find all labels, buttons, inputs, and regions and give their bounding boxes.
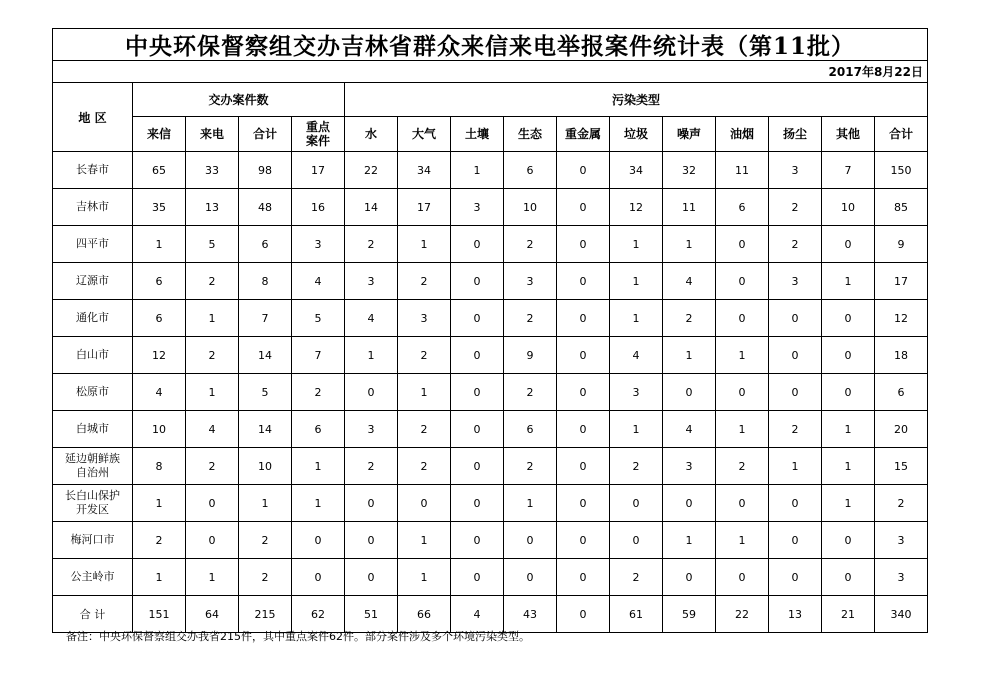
column-header: 水 bbox=[345, 117, 398, 152]
value-cell: 0 bbox=[716, 226, 769, 263]
value-cell: 2 bbox=[610, 448, 663, 485]
value-cell: 0 bbox=[557, 411, 610, 448]
value-cell: 6 bbox=[716, 189, 769, 226]
value-cell: 0 bbox=[822, 300, 875, 337]
value-cell: 3 bbox=[345, 263, 398, 300]
value-cell: 3 bbox=[769, 152, 822, 189]
value-cell: 7 bbox=[239, 300, 292, 337]
value-cell: 12 bbox=[610, 189, 663, 226]
value-cell: 150 bbox=[875, 152, 928, 189]
value-cell: 65 bbox=[133, 152, 186, 189]
value-cell: 1 bbox=[398, 374, 451, 411]
value-cell: 14 bbox=[239, 337, 292, 374]
value-cell: 5 bbox=[292, 300, 345, 337]
report-date: 2017年8月22日 bbox=[52, 60, 928, 82]
region-cell: 白城市 bbox=[53, 411, 133, 448]
value-cell: 5 bbox=[186, 226, 239, 263]
value-cell: 2 bbox=[239, 559, 292, 596]
value-cell: 0 bbox=[345, 374, 398, 411]
value-cell: 0 bbox=[557, 522, 610, 559]
value-cell: 17 bbox=[292, 152, 345, 189]
value-cell: 0 bbox=[557, 300, 610, 337]
column-header: 扬尘 bbox=[769, 117, 822, 152]
region-cell: 长春市 bbox=[53, 152, 133, 189]
region-cell: 通化市 bbox=[53, 300, 133, 337]
value-cell: 0 bbox=[557, 337, 610, 374]
region-cell: 松原市 bbox=[53, 374, 133, 411]
value-cell: 2 bbox=[769, 411, 822, 448]
value-cell: 3 bbox=[663, 448, 716, 485]
column-header: 来信 bbox=[133, 117, 186, 152]
total-value-cell: 22 bbox=[716, 596, 769, 633]
value-cell: 2 bbox=[186, 448, 239, 485]
table-row bbox=[53, 189, 928, 226]
value-cell: 0 bbox=[557, 226, 610, 263]
value-cell: 11 bbox=[716, 152, 769, 189]
value-cell: 2 bbox=[504, 374, 557, 411]
column-header: 合计 bbox=[239, 117, 292, 152]
value-cell: 8 bbox=[239, 263, 292, 300]
value-cell: 1 bbox=[716, 411, 769, 448]
value-cell: 0 bbox=[186, 522, 239, 559]
value-cell: 0 bbox=[504, 559, 557, 596]
value-cell: 0 bbox=[822, 337, 875, 374]
value-cell: 2 bbox=[186, 337, 239, 374]
column-header: 油烟 bbox=[716, 117, 769, 152]
value-cell: 7 bbox=[292, 337, 345, 374]
total-value-cell: 64 bbox=[186, 596, 239, 633]
value-cell: 1 bbox=[822, 411, 875, 448]
column-header: 合计 bbox=[875, 117, 928, 152]
value-cell: 0 bbox=[345, 522, 398, 559]
value-cell: 3 bbox=[769, 263, 822, 300]
column-header: 其他 bbox=[822, 117, 875, 152]
region-header: 地 区 bbox=[53, 83, 133, 152]
value-cell: 14 bbox=[345, 189, 398, 226]
value-cell: 0 bbox=[663, 374, 716, 411]
total-value-cell: 51 bbox=[345, 596, 398, 633]
value-cell: 0 bbox=[663, 559, 716, 596]
value-cell: 16 bbox=[292, 189, 345, 226]
column-header: 重金属 bbox=[557, 117, 610, 152]
value-cell: 0 bbox=[822, 226, 875, 263]
table-row bbox=[53, 300, 928, 337]
region-cell: 长白山保护 开发区 bbox=[53, 485, 133, 522]
statistics-table bbox=[52, 82, 928, 633]
value-cell: 2 bbox=[663, 300, 716, 337]
value-cell: 3 bbox=[875, 522, 928, 559]
value-cell: 3 bbox=[398, 300, 451, 337]
value-cell: 0 bbox=[610, 522, 663, 559]
value-cell: 1 bbox=[451, 152, 504, 189]
value-cell: 0 bbox=[557, 485, 610, 522]
value-cell: 2 bbox=[133, 522, 186, 559]
value-cell: 0 bbox=[557, 374, 610, 411]
value-cell: 1 bbox=[716, 337, 769, 374]
report-title: 中央环保督察组交办吉林省群众来信来电举报案件统计表（第11批） bbox=[52, 28, 928, 60]
value-cell: 2 bbox=[398, 448, 451, 485]
value-cell: 5 bbox=[239, 374, 292, 411]
table-row bbox=[53, 485, 928, 522]
value-cell: 1 bbox=[822, 448, 875, 485]
column-header: 垃圾 bbox=[610, 117, 663, 152]
value-cell: 0 bbox=[292, 522, 345, 559]
value-cell: 12 bbox=[133, 337, 186, 374]
total-value-cell: 4 bbox=[451, 596, 504, 633]
value-cell: 0 bbox=[557, 559, 610, 596]
pollution-group-header: 污染类型 bbox=[345, 83, 928, 117]
value-cell: 4 bbox=[133, 374, 186, 411]
total-label: 合 计 bbox=[53, 596, 133, 633]
value-cell: 2 bbox=[769, 189, 822, 226]
value-cell: 1 bbox=[716, 522, 769, 559]
value-cell: 1 bbox=[398, 559, 451, 596]
total-value-cell: 340 bbox=[875, 596, 928, 633]
value-cell: 1 bbox=[186, 300, 239, 337]
report-sheet bbox=[52, 28, 928, 633]
value-cell: 6 bbox=[875, 374, 928, 411]
value-cell: 34 bbox=[610, 152, 663, 189]
total-value-cell: 66 bbox=[398, 596, 451, 633]
value-cell: 1 bbox=[610, 226, 663, 263]
value-cell: 14 bbox=[239, 411, 292, 448]
value-cell: 0 bbox=[345, 559, 398, 596]
total-value-cell: 61 bbox=[610, 596, 663, 633]
region-cell: 梅河口市 bbox=[53, 522, 133, 559]
value-cell: 1 bbox=[133, 226, 186, 263]
value-cell: 2 bbox=[398, 411, 451, 448]
value-cell: 6 bbox=[504, 152, 557, 189]
value-cell: 2 bbox=[716, 448, 769, 485]
table-row bbox=[53, 263, 928, 300]
value-cell: 8 bbox=[133, 448, 186, 485]
table-row bbox=[53, 522, 928, 559]
value-cell: 0 bbox=[716, 300, 769, 337]
value-cell: 2 bbox=[875, 485, 928, 522]
value-cell: 0 bbox=[716, 485, 769, 522]
value-cell: 0 bbox=[345, 485, 398, 522]
column-header: 生态 bbox=[504, 117, 557, 152]
value-cell: 1 bbox=[610, 411, 663, 448]
column-header: 重点 案件 bbox=[292, 117, 345, 152]
value-cell: 98 bbox=[239, 152, 292, 189]
value-cell: 10 bbox=[504, 189, 557, 226]
value-cell: 2 bbox=[504, 300, 557, 337]
value-cell: 2 bbox=[292, 374, 345, 411]
total-value-cell: 59 bbox=[663, 596, 716, 633]
value-cell: 10 bbox=[239, 448, 292, 485]
total-value-cell: 151 bbox=[133, 596, 186, 633]
value-cell: 0 bbox=[557, 152, 610, 189]
value-cell: 11 bbox=[663, 189, 716, 226]
value-cell: 0 bbox=[292, 559, 345, 596]
value-cell: 6 bbox=[292, 411, 345, 448]
value-cell: 0 bbox=[451, 226, 504, 263]
value-cell: 17 bbox=[875, 263, 928, 300]
value-cell: 17 bbox=[398, 189, 451, 226]
value-cell: 0 bbox=[451, 522, 504, 559]
total-value-cell: 62 bbox=[292, 596, 345, 633]
total-value-cell: 43 bbox=[504, 596, 557, 633]
value-cell: 0 bbox=[451, 559, 504, 596]
value-cell: 1 bbox=[186, 374, 239, 411]
table-row bbox=[53, 448, 928, 485]
value-cell: 13 bbox=[186, 189, 239, 226]
value-cell: 10 bbox=[133, 411, 186, 448]
value-cell: 0 bbox=[769, 337, 822, 374]
total-value-cell: 21 bbox=[822, 596, 875, 633]
region-cell: 四平市 bbox=[53, 226, 133, 263]
value-cell: 6 bbox=[504, 411, 557, 448]
value-cell: 0 bbox=[822, 522, 875, 559]
value-cell: 20 bbox=[875, 411, 928, 448]
value-cell: 0 bbox=[716, 263, 769, 300]
value-cell: 1 bbox=[133, 559, 186, 596]
value-cell: 33 bbox=[186, 152, 239, 189]
value-cell: 0 bbox=[822, 559, 875, 596]
total-value-cell: 13 bbox=[769, 596, 822, 633]
value-cell: 9 bbox=[504, 337, 557, 374]
value-cell: 2 bbox=[769, 226, 822, 263]
value-cell: 3 bbox=[875, 559, 928, 596]
column-header: 来电 bbox=[186, 117, 239, 152]
value-cell: 3 bbox=[345, 411, 398, 448]
value-cell: 6 bbox=[133, 300, 186, 337]
value-cell: 0 bbox=[557, 189, 610, 226]
total-row bbox=[53, 596, 928, 633]
value-cell: 15 bbox=[875, 448, 928, 485]
value-cell: 1 bbox=[292, 448, 345, 485]
column-header: 土壤 bbox=[451, 117, 504, 152]
value-cell: 0 bbox=[716, 559, 769, 596]
region-cell: 公主岭市 bbox=[53, 559, 133, 596]
region-cell: 延边朝鲜族 自治州 bbox=[53, 448, 133, 485]
value-cell: 85 bbox=[875, 189, 928, 226]
value-cell: 2 bbox=[504, 448, 557, 485]
value-cell: 0 bbox=[663, 485, 716, 522]
value-cell: 6 bbox=[239, 226, 292, 263]
value-cell: 1 bbox=[663, 522, 716, 559]
value-cell: 32 bbox=[663, 152, 716, 189]
value-cell: 0 bbox=[398, 485, 451, 522]
value-cell: 1 bbox=[769, 448, 822, 485]
value-cell: 1 bbox=[398, 522, 451, 559]
value-cell: 1 bbox=[398, 226, 451, 263]
region-cell: 吉林市 bbox=[53, 189, 133, 226]
value-cell: 0 bbox=[557, 263, 610, 300]
value-cell: 0 bbox=[504, 522, 557, 559]
value-cell: 2 bbox=[398, 337, 451, 374]
value-cell: 4 bbox=[663, 411, 716, 448]
value-cell: 1 bbox=[610, 300, 663, 337]
value-cell: 1 bbox=[663, 226, 716, 263]
value-cell: 0 bbox=[451, 485, 504, 522]
value-cell: 1 bbox=[239, 485, 292, 522]
value-cell: 34 bbox=[398, 152, 451, 189]
column-header-row bbox=[53, 117, 928, 152]
value-cell: 2 bbox=[610, 559, 663, 596]
footnote: 备注：中央环保督察组交办我省215件，其中重点案件62件。部分案件涉及多个环境污染类型。 bbox=[66, 630, 530, 643]
value-cell: 0 bbox=[769, 559, 822, 596]
total-value-cell: 0 bbox=[557, 596, 610, 633]
value-cell: 0 bbox=[769, 522, 822, 559]
value-cell: 2 bbox=[398, 263, 451, 300]
value-cell: 10 bbox=[822, 189, 875, 226]
value-cell: 6 bbox=[133, 263, 186, 300]
region-cell: 辽源市 bbox=[53, 263, 133, 300]
value-cell: 1 bbox=[822, 263, 875, 300]
value-cell: 1 bbox=[822, 485, 875, 522]
column-header: 噪声 bbox=[663, 117, 716, 152]
value-cell: 0 bbox=[557, 448, 610, 485]
value-cell: 35 bbox=[133, 189, 186, 226]
value-cell: 4 bbox=[186, 411, 239, 448]
value-cell: 2 bbox=[504, 226, 557, 263]
value-cell: 1 bbox=[292, 485, 345, 522]
value-cell: 4 bbox=[610, 337, 663, 374]
value-cell: 1 bbox=[504, 485, 557, 522]
value-cell: 0 bbox=[451, 448, 504, 485]
column-header: 大气 bbox=[398, 117, 451, 152]
value-cell: 1 bbox=[663, 337, 716, 374]
value-cell: 0 bbox=[822, 374, 875, 411]
value-cell: 0 bbox=[769, 374, 822, 411]
value-cell: 1 bbox=[610, 263, 663, 300]
value-cell: 1 bbox=[186, 559, 239, 596]
value-cell: 0 bbox=[716, 374, 769, 411]
value-cell: 0 bbox=[451, 374, 504, 411]
table-row bbox=[53, 411, 928, 448]
value-cell: 0 bbox=[769, 485, 822, 522]
value-cell: 1 bbox=[345, 337, 398, 374]
value-cell: 0 bbox=[186, 485, 239, 522]
value-cell: 12 bbox=[875, 300, 928, 337]
cases-group-header: 交办案件数 bbox=[133, 83, 345, 117]
value-cell: 7 bbox=[822, 152, 875, 189]
value-cell: 0 bbox=[610, 485, 663, 522]
total-value-cell: 215 bbox=[239, 596, 292, 633]
value-cell: 3 bbox=[504, 263, 557, 300]
table-row bbox=[53, 152, 928, 189]
value-cell: 9 bbox=[875, 226, 928, 263]
value-cell: 2 bbox=[239, 522, 292, 559]
region-cell: 白山市 bbox=[53, 337, 133, 374]
value-cell: 4 bbox=[663, 263, 716, 300]
value-cell: 3 bbox=[610, 374, 663, 411]
value-cell: 0 bbox=[769, 300, 822, 337]
table-row bbox=[53, 559, 928, 596]
value-cell: 1 bbox=[133, 485, 186, 522]
value-cell: 2 bbox=[345, 226, 398, 263]
value-cell: 18 bbox=[875, 337, 928, 374]
value-cell: 48 bbox=[239, 189, 292, 226]
value-cell: 0 bbox=[451, 337, 504, 374]
value-cell: 0 bbox=[451, 300, 504, 337]
table-row bbox=[53, 374, 928, 411]
table-row bbox=[53, 226, 928, 263]
value-cell: 4 bbox=[292, 263, 345, 300]
table-body bbox=[53, 152, 928, 633]
table-row bbox=[53, 337, 928, 374]
value-cell: 0 bbox=[451, 263, 504, 300]
value-cell: 0 bbox=[451, 411, 504, 448]
value-cell: 22 bbox=[345, 152, 398, 189]
value-cell: 2 bbox=[186, 263, 239, 300]
value-cell: 4 bbox=[345, 300, 398, 337]
value-cell: 2 bbox=[345, 448, 398, 485]
value-cell: 3 bbox=[292, 226, 345, 263]
value-cell: 3 bbox=[451, 189, 504, 226]
